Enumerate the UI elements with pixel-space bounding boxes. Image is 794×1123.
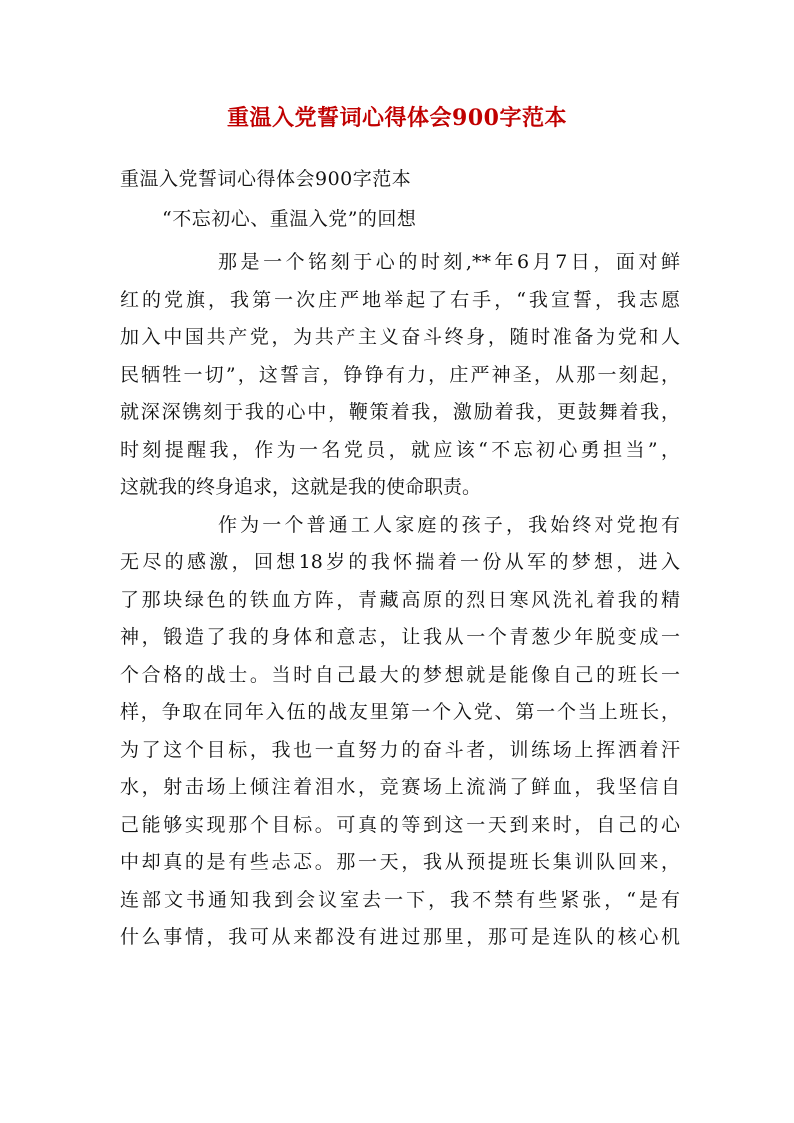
paragraph-line: 连部文书通知我到会议室去一下，我不禁有些紧张，“是有 [120,888,680,911]
section-heading: “不忘初心、重温入党”的回想 [162,208,417,230]
paragraph-line: 这就我的终身追求，这就是我的使命职责。 [120,476,482,498]
paragraph-line: 了那块绿色的铁血方阵，青藏高原的烈日寒风洗礼着我的精 [120,588,680,611]
paragraph-line: 水，射击场上倾注着泪水，竞赛场上流淌了鲜血，我坚信自 [120,776,680,798]
paragraph-line: 加入中国共产党，为共产主义奋斗终身，随时准备为党和人 [120,326,680,348]
paragraph-line: 红的党旗，我第一次庄严地举起了右手，“我宣誓，我志愿 [120,288,680,311]
paragraph-line: 作为一个普通工人家庭的孩子，我始终对党抱有 [218,513,680,536]
paragraph-line: 什么事情，我可从来都没有进过那里，那可是连队的核心机 [120,926,680,948]
paragraph-line: 那是一个铭刻于心的时刻,**年6月7日，面对鲜 [218,251,680,273]
paragraph-line: 己能够实现那个目标。可真的等到这一天到来时，自己的心 [120,813,680,836]
paragraph-line: 神，锻造了我的身体和意志，让我从一个青葱少年脱变成一 [120,626,680,648]
paragraph-line: 中却真的是有些忐忑。那一天，我从预提班长集训队回来， [120,851,680,873]
document-body [120,244,680,957]
paragraph-line: 时刻提醒我，作为一名党员，就应该“不忘初心勇担当”， [120,438,680,461]
paragraph-line: 样，争取在同年入伍的战友里第一个入党、第一个当上班长， [120,701,680,723]
paragraph-line: 为了这个目标，我也一直努力的奋斗者，训练场上挥洒着汗 [120,738,680,761]
paragraph-line: 就深深镌刻于我的心中，鞭策着我，激励着我，更鼓舞着我， [120,401,680,423]
paragraph-line: 无尽的感激，回想18岁的我怀揣着一份从军的梦想，进入 [120,551,680,573]
paragraph-line: 民牺牲一切”，这誓言，铮铮有力，庄严神圣，从那一刻起， [120,363,680,386]
document-subtitle: 重温入党誓词心得体会900字范本 [120,168,412,190]
document-title: 重温入党誓词心得体会900字范本 [227,105,567,131]
paragraph-line: 个合格的战士。当时自己最大的梦想就是能像自己的班长一 [120,663,680,686]
